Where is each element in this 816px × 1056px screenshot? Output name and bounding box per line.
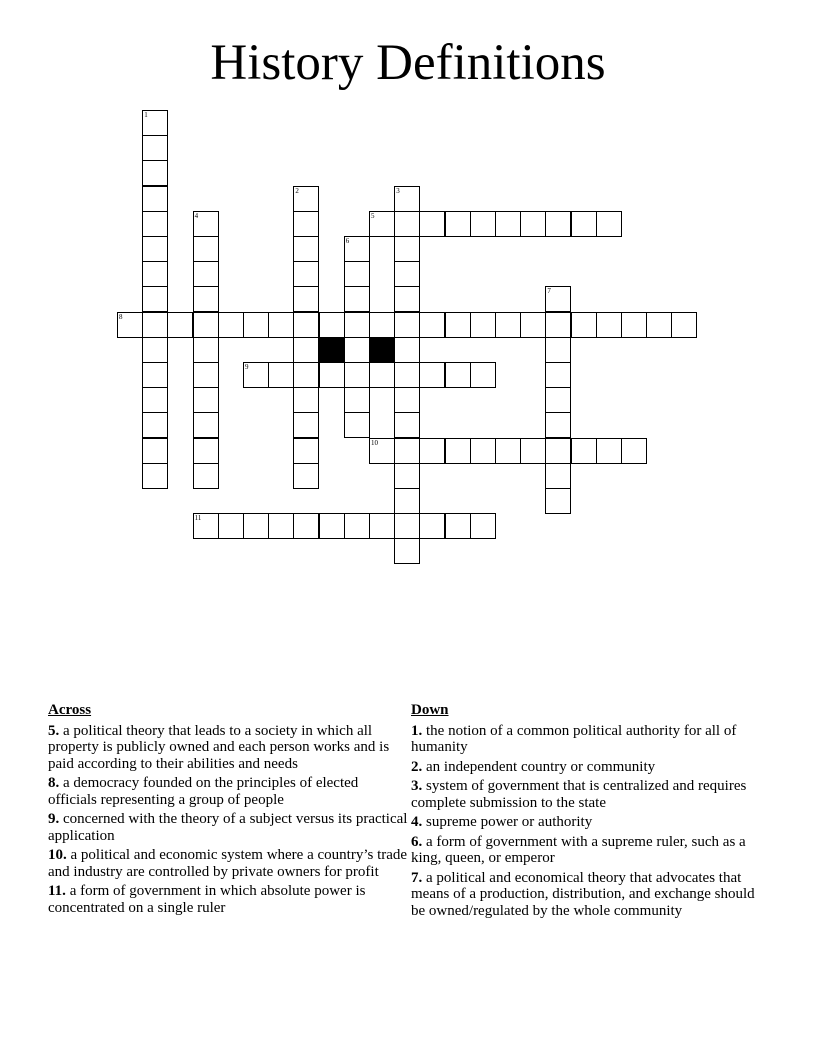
grid-cell[interactable] <box>369 513 395 539</box>
grid-cell[interactable] <box>445 362 471 388</box>
grid-cell[interactable] <box>545 211 571 237</box>
grid-cell[interactable] <box>545 286 571 312</box>
grid-cell[interactable] <box>117 312 143 338</box>
grid-cell[interactable] <box>142 312 168 338</box>
grid-cell[interactable] <box>470 211 496 237</box>
grid-cell[interactable] <box>495 312 521 338</box>
grid-cell-black <box>369 337 395 363</box>
grid-cell[interactable] <box>545 488 571 514</box>
grid-cell[interactable] <box>495 438 521 464</box>
clue-across-10 <box>48 847 408 880</box>
clue-across-8 <box>48 775 408 808</box>
clue-number: 2. <box>411 758 423 775</box>
grid-cell[interactable] <box>293 513 319 539</box>
clue-number: 10. <box>48 847 67 863</box>
grid-cell[interactable] <box>571 438 597 464</box>
grid-cell[interactable] <box>268 513 294 539</box>
clue-text: a form of government with a supreme ruler, such as a king, queen, or emperor <box>411 833 746 866</box>
grid-cell[interactable] <box>293 412 319 438</box>
grid-cell[interactable] <box>193 286 219 312</box>
grid-cell[interactable] <box>394 312 420 338</box>
grid-cell[interactable] <box>394 236 420 262</box>
grid-cell[interactable] <box>344 412 370 438</box>
grid-cell[interactable] <box>520 312 546 338</box>
grid-cell[interactable] <box>218 513 244 539</box>
clue-across-9 <box>48 811 408 844</box>
clue-number: 11. <box>48 883 66 899</box>
grid-cell[interactable] <box>369 362 395 388</box>
grid-cell[interactable] <box>193 337 219 363</box>
grid-cell[interactable] <box>193 261 219 287</box>
grid-cell[interactable] <box>394 538 420 564</box>
grid-number: 10 <box>371 438 378 447</box>
puzzle-title: History Definitions <box>210 35 606 91</box>
grid-cell[interactable] <box>142 387 168 413</box>
grid-cell[interactable] <box>419 513 445 539</box>
grid-cell[interactable] <box>344 261 370 287</box>
grid-cell[interactable] <box>394 186 420 212</box>
grid-number: 1 <box>144 111 148 119</box>
clue-number: 7. <box>411 869 423 886</box>
clue-text: a form of government in which absolute power is concentrated on a single ruler <box>48 883 366 916</box>
grid-cell[interactable] <box>520 211 546 237</box>
grid-cell[interactable] <box>394 286 420 312</box>
grid-cell[interactable] <box>193 362 219 388</box>
grid-cell[interactable] <box>394 513 420 539</box>
grid-cell[interactable] <box>293 211 319 237</box>
grid-cell[interactable] <box>394 387 420 413</box>
grid-number: 9 <box>245 363 249 371</box>
grid-cell[interactable] <box>445 211 471 237</box>
grid-cell[interactable] <box>419 211 445 237</box>
grid-number: 11 <box>194 514 202 523</box>
grid-cell[interactable] <box>293 337 319 363</box>
grid-cell[interactable] <box>142 286 168 312</box>
grid-cell[interactable] <box>293 387 319 413</box>
clue-number: 4. <box>411 814 423 830</box>
clue-text: supreme power or authority <box>426 814 593 830</box>
grid-cell[interactable] <box>545 337 571 363</box>
grid-cell[interactable] <box>193 412 219 438</box>
grid-cell[interactable] <box>394 488 420 514</box>
grid-cell[interactable] <box>545 312 571 338</box>
grid-cell[interactable] <box>419 362 445 388</box>
grid-cell[interactable] <box>142 186 168 212</box>
grid-cell[interactable] <box>596 312 622 338</box>
grid-cell[interactable] <box>142 261 168 287</box>
grid-cell[interactable] <box>319 312 345 338</box>
grid-cell[interactable] <box>243 513 269 539</box>
down-clues <box>411 702 771 922</box>
grid-cell[interactable] <box>394 412 420 438</box>
grid-cell[interactable] <box>571 312 597 338</box>
grid-cell[interactable] <box>344 236 370 262</box>
grid-cell[interactable] <box>193 211 219 237</box>
grid-cell[interactable] <box>445 513 471 539</box>
clue-text: a political and economical theory that advocates that means of a production, distribution, and exchange should be owned/regulated by the whole community <box>411 869 755 919</box>
grid-cell[interactable] <box>621 312 647 338</box>
clue-text: a political and economic system where a country’s trade and industry are controlled by private owners for profit <box>48 847 408 880</box>
clue-down-4 <box>411 814 771 831</box>
clue-text: system of government that is centralized and requires complete submission to the state <box>411 778 747 811</box>
grid-cell[interactable] <box>319 513 345 539</box>
grid-cell[interactable] <box>142 438 168 464</box>
grid-number: 3 <box>396 186 400 195</box>
grid-cell[interactable] <box>545 438 571 464</box>
clue-number: 5. <box>48 722 60 739</box>
grid-cell[interactable] <box>268 312 294 338</box>
grid-cell[interactable] <box>369 211 395 237</box>
grid-number: 4 <box>194 211 199 220</box>
clue-across-5 <box>48 723 408 773</box>
grid-cell[interactable] <box>419 312 445 338</box>
grid-cell[interactable] <box>495 211 521 237</box>
grid-cell[interactable] <box>142 337 168 363</box>
grid-cell[interactable] <box>193 387 219 413</box>
grid-cell[interactable] <box>344 337 370 363</box>
grid-cell-black <box>319 337 345 363</box>
grid-cell[interactable] <box>545 463 571 489</box>
grid-cell[interactable] <box>193 312 219 338</box>
grid-cell[interactable] <box>470 438 496 464</box>
grid-cell[interactable] <box>596 211 622 237</box>
grid-cell[interactable] <box>142 211 168 237</box>
grid-cell[interactable] <box>394 211 420 237</box>
grid-cell[interactable] <box>268 362 294 388</box>
clue-down-7 <box>411 870 771 920</box>
grid-number: 6 <box>345 237 350 245</box>
grid-cell[interactable] <box>394 261 420 287</box>
grid-cell[interactable] <box>167 312 193 338</box>
grid-cell[interactable] <box>596 438 622 464</box>
grid-cell[interactable] <box>142 463 168 489</box>
grid-cell[interactable] <box>293 186 319 212</box>
grid-cell[interactable] <box>142 160 168 186</box>
clue-down-1 <box>411 723 771 756</box>
grid-cell[interactable] <box>243 362 269 388</box>
grid-cell[interactable] <box>293 261 319 287</box>
grid-cell[interactable] <box>218 312 244 338</box>
grid-cell[interactable] <box>142 135 168 161</box>
clue-across-11 <box>48 883 408 916</box>
grid-cell[interactable] <box>445 438 471 464</box>
grid-cell[interactable] <box>419 438 445 464</box>
grid-cell[interactable] <box>344 513 370 539</box>
grid-cell[interactable] <box>193 513 219 539</box>
grid-cell[interactable] <box>394 362 420 388</box>
grid-cell[interactable] <box>142 362 168 388</box>
clue-text: the notion of a common political authority for all of humanity <box>411 722 737 755</box>
grid-cell[interactable] <box>193 236 219 262</box>
clue-text: a democracy founded on the principles of elected officials representing a group of people <box>48 775 359 808</box>
grid-cell[interactable] <box>394 337 420 363</box>
grid-cell[interactable] <box>470 362 496 388</box>
clue-number: 1. <box>411 722 423 739</box>
grid-cell[interactable] <box>621 438 647 464</box>
grid-cell[interactable] <box>520 438 546 464</box>
down-heading: Down <box>411 702 449 718</box>
grid-cell[interactable] <box>470 312 496 338</box>
grid-cell[interactable] <box>293 362 319 388</box>
grid-cell[interactable] <box>319 362 345 388</box>
grid-cell[interactable] <box>470 513 496 539</box>
grid-cell[interactable] <box>293 236 319 262</box>
grid-cell[interactable] <box>293 312 319 338</box>
grid-cell[interactable] <box>394 438 420 464</box>
grid-cell[interactable] <box>445 312 471 338</box>
clue-down-2 <box>411 759 771 776</box>
grid-number: 5 <box>371 211 375 220</box>
grid-cell[interactable] <box>293 438 319 464</box>
grid-cell[interactable] <box>369 312 395 338</box>
grid-cell[interactable] <box>344 387 370 413</box>
grid-cell[interactable] <box>545 412 571 438</box>
grid-number: 7 <box>547 287 551 296</box>
clue-text: an independent country or community <box>426 758 656 775</box>
grid-number: 2 <box>295 186 299 195</box>
grid-cell[interactable] <box>571 211 597 237</box>
grid-cell[interactable] <box>394 463 420 489</box>
clue-down-6 <box>411 834 771 867</box>
grid-cell[interactable] <box>545 362 571 388</box>
clue-number: 3. <box>411 778 423 794</box>
grid-cell[interactable] <box>193 463 219 489</box>
grid-cell[interactable] <box>293 286 319 312</box>
grid-cell[interactable] <box>369 438 395 464</box>
grid-cell[interactable] <box>193 438 219 464</box>
across-clues <box>48 702 408 919</box>
grid-cell[interactable] <box>243 312 269 338</box>
clue-text: a political theory that leads to a society in which all property is publicly owned and each person works and is paid according to their abilities and needs <box>48 722 390 772</box>
clue-down-3 <box>411 778 771 811</box>
grid-cell[interactable] <box>344 286 370 312</box>
grid-cell[interactable] <box>671 312 697 338</box>
clue-number: 9. <box>48 811 60 827</box>
clue-text: concerned with the theory of a subject versus its practical application <box>48 811 408 844</box>
grid-cell[interactable] <box>344 312 370 338</box>
clue-number: 8. <box>48 775 60 791</box>
grid-cell[interactable] <box>142 236 168 262</box>
grid-cell[interactable] <box>142 412 168 438</box>
grid-cell[interactable] <box>344 362 370 388</box>
grid-cell[interactable] <box>545 387 571 413</box>
grid-cell[interactable] <box>646 312 672 338</box>
across-heading: Across <box>48 702 92 718</box>
grid-number: 8 <box>119 312 123 321</box>
grid-cell[interactable] <box>142 110 168 136</box>
grid-cell[interactable] <box>293 463 319 489</box>
clue-number: 6. <box>411 833 423 850</box>
